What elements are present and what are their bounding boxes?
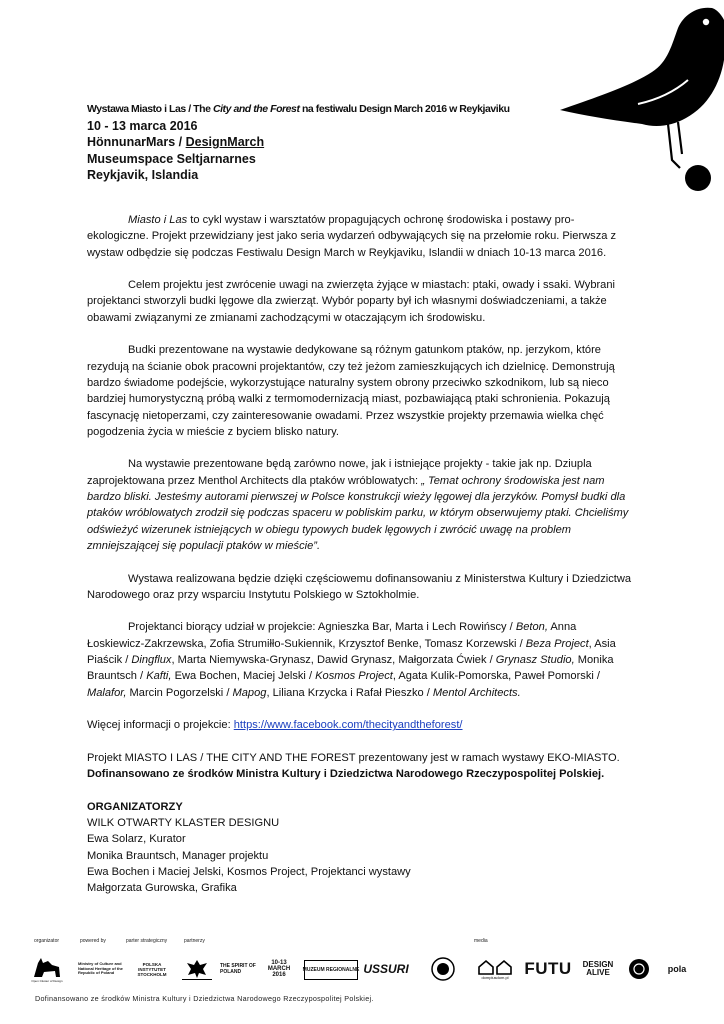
organizers-heading: ORGANIZATORZY [87,800,183,813]
paragraph-intro: Miasto i Las to cykl wystaw i warsztatów propagujących ochronę środowiska i postawy pro-ekologiczne. Projekt przewidziany jest jako seria wydarzeń odbywających się na przełomie roku. Pierwsza z wystaw odbędzie się podczas Festiwalu Design March w Reykjaviku, Islandii w dniach 10-13 marca 2016. [87,214,617,259]
organizer-line: Monika Brauntsch, Manager projektu [87,849,269,862]
label-media: media [474,938,488,944]
organizer-line: Małgorzata Gurowska, Grafika [87,882,237,895]
futu-logo: FUTU [524,959,572,978]
bird-eye [703,19,709,25]
domplusdom-logo: domplusdom.pl [472,952,518,986]
spirit-of-poland-logo: THE SPIRIT OF POLAND [220,963,256,975]
eagle-icon [182,957,212,981]
funding-line-bold: Dofinansowano ze środków Ministra Kultury i Dziedzictwa Narodowego Rzeczypospolitej Polskiej. [87,768,605,781]
more-info-line: Więcej informacji o projekcie: https://www.facebook.com/thecityandtheforest/ [87,719,463,732]
organizer-line: WILK OTWARTY KLASTER DESIGNU [87,816,280,829]
label-powered-by: powered by [80,938,106,944]
bird-body [560,8,724,126]
paragraph-goal: Celem projektu jest zwrócenie uwagi na zwierzęta żyjące w miastach: ptaki, owady i ssaki. Wybrani projektanci stworzyli budki lęgowe dla zwierząt. Wybór poparty był ich własnymi doświadczeniami, a także obawami związanymi ze zmianami zachodzącymi w otaczającym ich środowisku. [87,279,615,324]
organizers-block [87,799,635,897]
exhibition-museum: Museumspace Seltjarnarnes [87,151,256,166]
house-icon [478,959,512,975]
round-emblem-icon [430,956,456,982]
organizer-line: Ewa Solarz, Kurator [87,833,186,846]
body-text [87,212,635,896]
pola-logo: pola [667,964,687,974]
muzeum-logo: MUZEUM REGIONALNE [304,960,358,980]
paragraph-funding: Wystawa realizowana będzie dzięki częściowemu dofinansowaniu z Ministerstwa Kultury i Dziedzictwa Narodowego oraz przy wsparciu Instytutu Polskiego w Sztokholmie. [87,572,632,601]
facebook-link[interactable]: https://www.facebook.com/thecityandtheforest/ [233,719,463,732]
exhibition-dates: 10 - 13 marca 2016 [87,118,198,133]
round-emblem-logo [428,952,458,986]
ussuri-logo: USSURI [363,962,409,976]
exhibition-title: Wystawa Miasto i Las / The City and the Forest na festiwalu Design March 2016 w Reykjaviku [87,103,510,115]
program-line: Projekt MIASTO I LAS / THE CITY AND THE FOREST prezentowany jest w ramach wystawy EKO-MIASTO. [87,751,620,764]
badge-icon [628,958,650,980]
eagle-emblem-logo [178,952,216,986]
design-alive-logo: DESIGN ALIVE [582,960,614,977]
paragraph-nestboxes: Budki prezentowane na wystawie dedykowane są różnym gatunkom ptaków, np. jerzykom, które rezydują na ścianie obok pracowni projektantów, czy też jeżom zamieszkujących ich dzielnicę. Demonstrują bardzo świadome podejście, wykorzystujące naturalny system obrony przeciwko szkodnikom, lub są nieco bardziej humorystyczną próbą walki z termomodernizacją miast, pozbawiającą ptaki schronienia. Pokazują fascynację nietoperzami, czy zainteresowanie owadami. Przez wszystkie projekty przemawia wielka chęć pogodzenia życia w mieście z byciem blisko natury. [87,344,615,438]
organizer-line: Ewa Bochen i Maciej Jelski, Kosmos Project, Projektanci wystawy [87,865,411,878]
wilk-logo: Open Cluster of Design [30,952,64,986]
logo-strip [28,952,698,988]
program-note [87,750,635,783]
label-organizator: organizator [34,938,60,944]
paragraph-menthol-quote: Na wystawie prezentowane będą zarówno nowe, jak i istniejące projekty - takie jak np. Dziupla zaprojektowana przez Menthol Architects dla ptaków wróblowatych: „ Temat ochrony środowiska jest nam bardzo bliski. Jesteśmy autorami pierwszej w Polsce konstrukcji wieży lęgowej dla jerzyków. Pomysł budki dla ptaków wróblowatych zrodził się podczas spaceru w pobliskim parku, w którym obserwujemy ptaki. Chcieliśmy odświeżyć wizerunek istniejących w obiegu typowych budek lęgowych i zwrócić uwagę na problem zmniejszającej się populacji ptaków w mieście”. [87,458,629,552]
designmarch-link[interactable]: DesignMarch [185,135,265,149]
ministry-culture-logo: Ministry of Culture and National Heritage of the Republic of Poland [78,961,123,976]
bird-ball [685,165,711,191]
design-march-logo: 10-13 MARCH 2016 [267,960,291,978]
footer-funding-note: Dofinansowano ze środków Ministra Kultury i Dziedzictwa Narodowego Rzeczypospolitej Polskiej. [35,994,374,1003]
bird-leg-2 [678,122,682,154]
exhibition-venue: HönnunarMars / DesignMarch [87,135,265,149]
header-block [87,101,557,184]
exhibition-city: Reykjavik, Islandia [87,168,199,182]
label-partnerzy: partnerzy [184,938,205,944]
polish-institute-logo: POLSKA INSTYTUTET STOCKHOLM [137,961,167,977]
bird-illustration [560,0,724,200]
round-badge-logo [626,952,652,986]
paragraph-designers: Projektanci biorący udział w projekcie: Agnieszka Bar, Marta i Lech Rowińscy / Beton, Anna Łoskiewicz-Zakrzewska, Zofia Strumiłło-Sukiennik, Krzysztof Benke, Tomasz Korzewski / Beza Project, Asia Piaścik / Dingflux, Marta Niemywska-Grynasz, Dawid Grynasz, Małgorzata Ćwiek / Grynasz Studio, Monika Brauntsch / Kafti, Ewa Bochen, Maciej Jelski / Kosmos Project, Agata Kulik-Pomorska, Paweł Pomorski / Malafor, Marcin Pogorzelski / Mapog, Liliana Krzycka i Rafał Pieszko / Mentol Architects. [87,621,616,699]
wolf-icon [32,955,62,979]
label-partner-strategiczny: parter strategiczny [126,938,168,944]
